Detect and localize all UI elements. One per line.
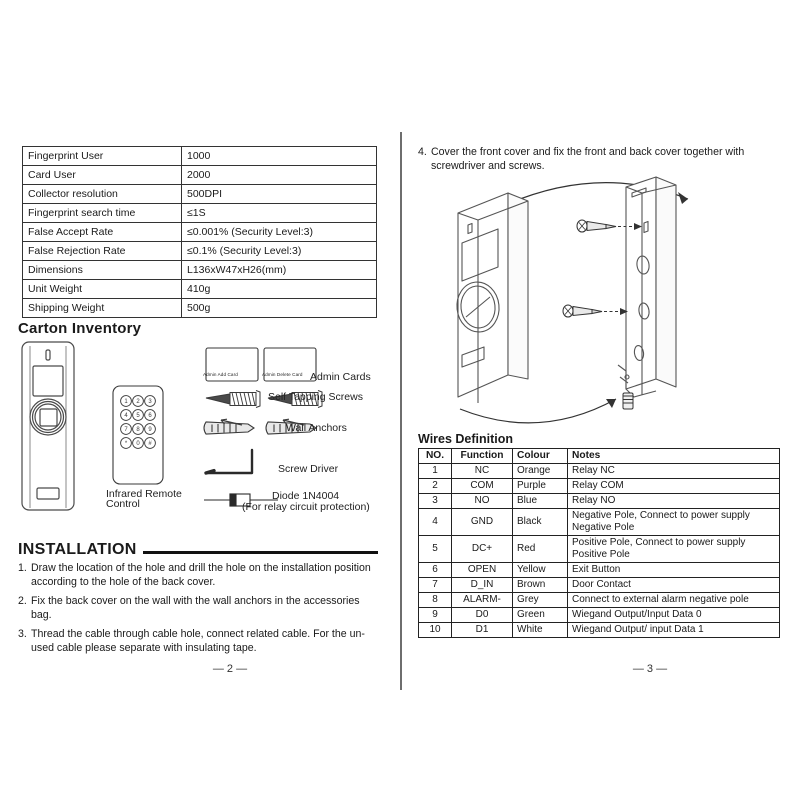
label-admin-delete-card: Admin Delete Card [262, 372, 303, 377]
specification-table [22, 146, 377, 318]
wire-function: D0 [452, 608, 513, 623]
page-number-right: — 3 — [632, 663, 668, 675]
spec-value: 500DPI [182, 185, 377, 204]
wires-definition-table [418, 448, 780, 638]
wires-column-header: Function [452, 449, 513, 464]
svg-text:0: 0 [136, 441, 140, 448]
spec-row [23, 223, 377, 242]
step-text: Fix the back cover on the wall with the wall anchors in the accessories bag. [31, 595, 360, 621]
spec-label: Unit Weight [23, 280, 182, 299]
spec-table-body [23, 147, 377, 318]
wire-no: 1 [419, 464, 452, 479]
wires-table-head [419, 449, 780, 464]
spec-value: 410g [182, 280, 377, 299]
spec-value: 2000 [182, 166, 377, 185]
spec-label: False Rejection Rate [23, 242, 182, 261]
spec-value: L136xW47xH26(mm) [182, 261, 377, 280]
spec-value: 1000 [182, 147, 377, 166]
wire-notes: Negative Pole, Connect to power supply Negative Pole [568, 509, 780, 536]
installation-heading: INSTALLATION [18, 541, 137, 558]
wire-notes: Wiegand Output/Input Data 0 [568, 608, 780, 623]
svg-text:1: 1 [124, 399, 128, 406]
wire-no: 3 [419, 494, 452, 509]
wire-notes: Connect to external alarm negative pole [568, 593, 780, 608]
wire-notes: Relay COM [568, 479, 780, 494]
spec-value: 500g [182, 299, 377, 318]
svg-text:8: 8 [136, 427, 140, 434]
wire-colour: Green [513, 608, 568, 623]
svg-text:7: 7 [124, 427, 128, 434]
wire-no: 4 [419, 509, 452, 536]
wire-colour: Yellow [513, 563, 568, 578]
wire-notes: Relay NO [568, 494, 780, 509]
wires-column-header: NO. [419, 449, 452, 464]
wire-no: 5 [419, 536, 452, 563]
svg-text:6: 6 [148, 413, 152, 420]
installation-step [18, 628, 383, 655]
svg-text:4: 4 [124, 413, 128, 420]
wires-table-body [419, 464, 780, 638]
wire-colour: Red [513, 536, 568, 563]
wire-function: D_IN [452, 578, 513, 593]
spec-row [23, 280, 377, 299]
label-remote-line2: Control [106, 498, 140, 510]
spec-row [23, 204, 377, 223]
spec-value: ≤1S [182, 204, 377, 223]
spec-row [23, 261, 377, 280]
wires-row [419, 494, 780, 509]
wire-function: NC [452, 464, 513, 479]
wire-function: D1 [452, 623, 513, 638]
wires-row [419, 608, 780, 623]
label-screw-driver: Screw Driver [278, 463, 339, 475]
installation-step [18, 562, 383, 589]
wires-row [419, 509, 780, 536]
wire-notes: Door Contact [568, 578, 780, 593]
wires-row [419, 536, 780, 563]
label-self-tapping-screws: Self Tapping Screws [268, 391, 363, 403]
svg-text:3: 3 [148, 399, 152, 406]
remote-keypad [121, 396, 156, 449]
spec-label: Card User [23, 166, 182, 185]
wires-row [419, 464, 780, 479]
wire-function: DC+ [452, 536, 513, 563]
spec-label: Dimensions [23, 261, 182, 280]
spec-label: False Accept Rate [23, 223, 182, 242]
wire-no: 9 [419, 608, 452, 623]
step-number: 3. [18, 628, 27, 641]
wire-colour: Blue [513, 494, 568, 509]
assembly-illustration [420, 165, 790, 425]
wires-definition-heading: Wires Definition [418, 432, 514, 446]
step-text: Thread the cable through cable hole, connect related cable. For the un-used cable please separate with insulating tape. [31, 628, 365, 654]
svg-text:#: # [148, 441, 152, 448]
wires-row [419, 593, 780, 608]
installation-steps [18, 562, 383, 662]
svg-text:*: * [124, 441, 128, 448]
wire-no: 8 [419, 593, 452, 608]
spec-row [23, 147, 377, 166]
wire-no: 6 [419, 563, 452, 578]
wires-header-row [419, 449, 780, 464]
spec-value: ≤0.001% (Security Level:3) [182, 223, 377, 242]
label-admin-add-card: Admin Add Card [203, 372, 238, 377]
label-diode-note: (For relay circuit protection) [242, 501, 370, 513]
carton-inventory-heading: Carton Inventory [18, 320, 142, 337]
installation-heading-rule [143, 551, 378, 554]
page-number-left: — 2 — [212, 663, 248, 675]
spec-label: Fingerprint User [23, 147, 182, 166]
wire-no: 2 [419, 479, 452, 494]
installation-step [18, 595, 383, 622]
step-number: 1. [18, 562, 27, 574]
wires-row [419, 623, 780, 638]
wires-column-header: Colour [513, 449, 568, 464]
label-diode-name: Diode 1N4004 [272, 490, 340, 502]
wire-colour: White [513, 623, 568, 638]
wire-no: 7 [419, 578, 452, 593]
label-admin-cards: Admin Cards [310, 371, 371, 383]
svg-text:5: 5 [136, 413, 140, 420]
wires-column-header: Notes [568, 449, 780, 464]
spec-label: Shipping Weight [23, 299, 182, 318]
step-number: 2. [18, 595, 27, 608]
step-4-number: 4. [418, 146, 427, 158]
step-text: Draw the location of the hole and drill the hole on the installation position according to the hole of the back cover. [31, 562, 371, 588]
spec-row [23, 185, 377, 204]
wire-colour: Purple [513, 479, 568, 494]
label-remote-line1: Infrared Remote [106, 488, 182, 500]
wires-row [419, 563, 780, 578]
wire-colour: Grey [513, 593, 568, 608]
wire-notes: Wiegand Output/ input Data 1 [568, 623, 780, 638]
spec-value: ≤0.1% (Security Level:3) [182, 242, 377, 261]
wire-function: ALARM- [452, 593, 513, 608]
svg-text:2: 2 [136, 399, 140, 406]
spec-label: Collector resolution [23, 185, 182, 204]
wire-notes: Positive Pole, Connect to power supply Positive Pole [568, 536, 780, 563]
spec-row [23, 242, 377, 261]
wire-function: GND [452, 509, 513, 536]
wire-colour: Brown [513, 578, 568, 593]
wire-notes: Relay NC [568, 464, 780, 479]
step-4-body: Cover the front cover and fix the front and back cover together with screwdriver and screws. [431, 146, 745, 172]
spec-row [23, 299, 377, 318]
wire-notes: Exit Button [568, 563, 780, 578]
wire-function: NO [452, 494, 513, 509]
wire-no: 10 [419, 623, 452, 638]
wire-function: OPEN [452, 563, 513, 578]
page-divider [400, 132, 402, 690]
svg-text:9: 9 [148, 427, 152, 434]
wires-row [419, 479, 780, 494]
wire-colour: Orange [513, 464, 568, 479]
label-wall-anchors: Wall Anchors [286, 422, 347, 434]
screw-bottom [460, 393, 633, 423]
spec-row [23, 166, 377, 185]
wire-colour: Black [513, 509, 568, 536]
screw-lower [563, 305, 628, 317]
wire-function: COM [452, 479, 513, 494]
wires-row [419, 578, 780, 593]
spec-label: Fingerprint search time [23, 204, 182, 223]
